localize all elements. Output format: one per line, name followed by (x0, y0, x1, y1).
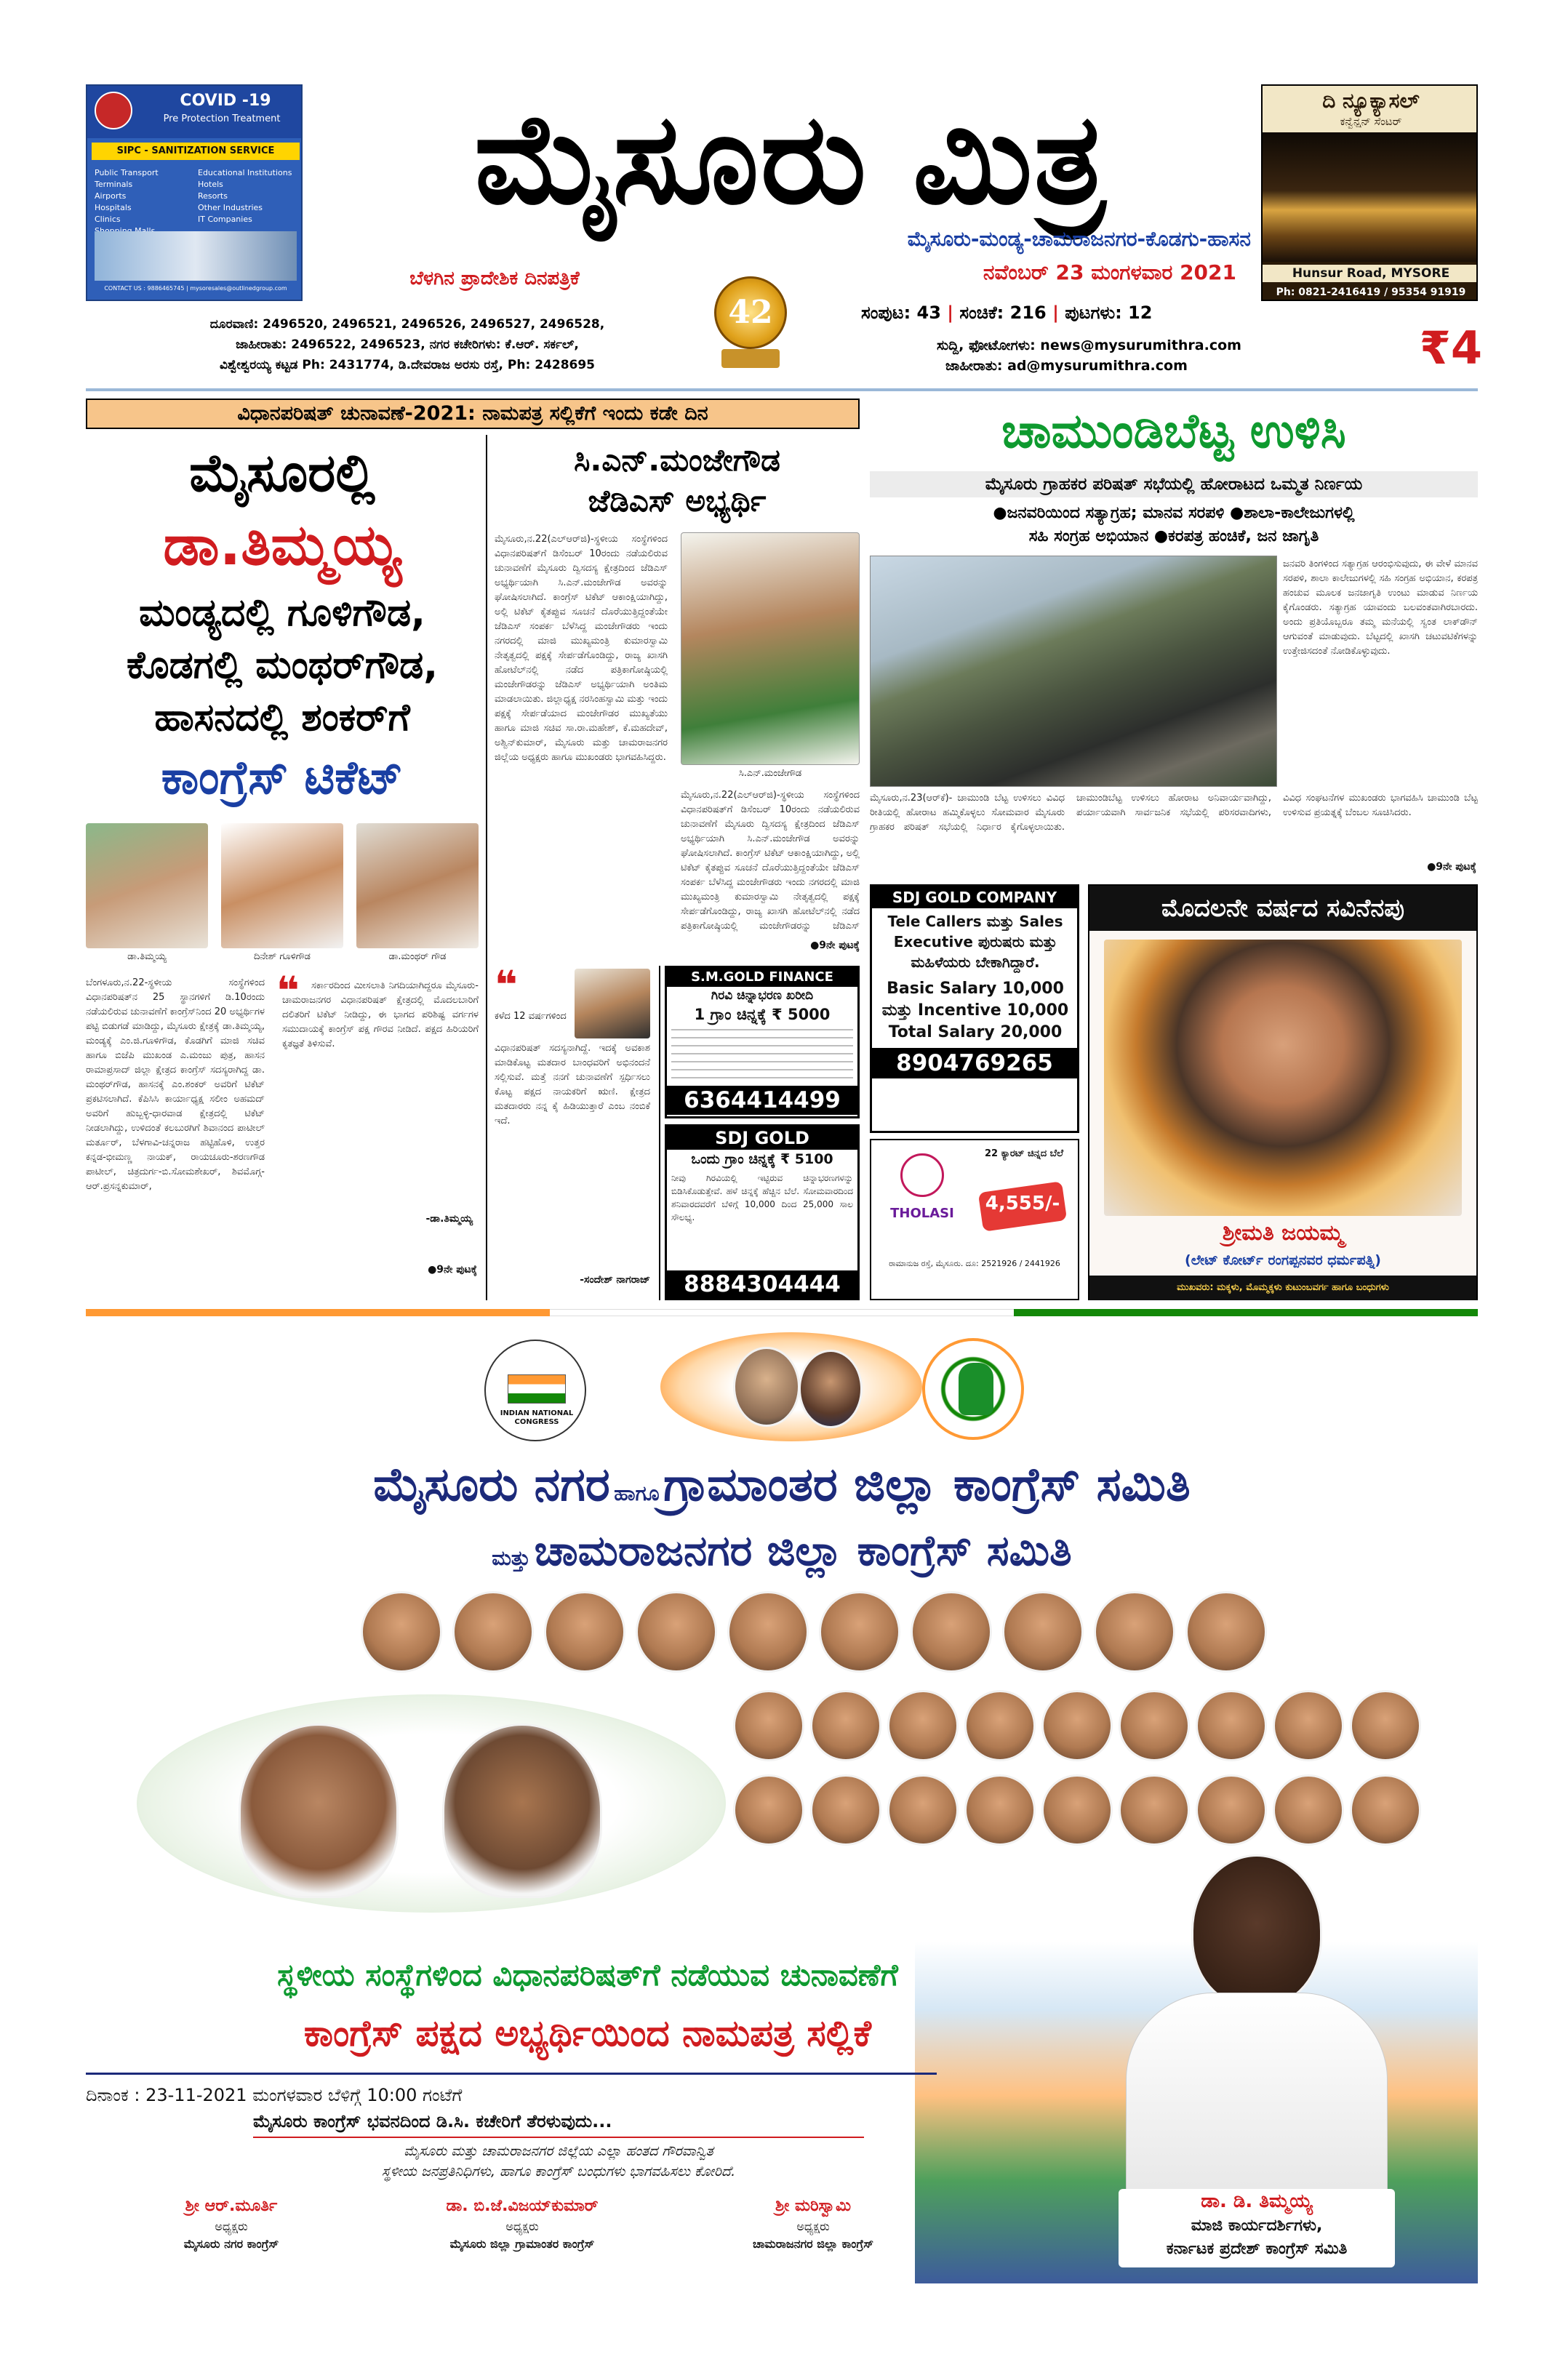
nomination-line-2: ಕಾಂಗ್ರೆಸ್ ಪಕ್ಷದ ಅಭ್ಯರ್ಥಿಯಿಂದ ನಾಮಪತ್ರ ಸಲ್ಲಿಕೆ (303, 2012, 872, 2054)
leader-face (887, 1774, 959, 1846)
candidate-photo (1111, 1854, 1402, 2196)
candidate-name: ಡಾ. ಡಿ. ತಿಮ್ಮಯ್ಯ (1201, 2190, 1313, 2212)
sdj-company-incentive: ಮತ್ತು Incentive 10,000 (881, 1001, 1069, 1020)
event-date: ದಿನಾಂಕ : 23-11-2021 ಮಂಗಳವಾರ ಬೆಳಿಗ್ಗೆ 10:00 ಗಂಟೆಗೆ (86, 2085, 463, 2105)
sdj-gold-phone: 8884304444 (667, 1270, 857, 1298)
signatory-name: ಶ್ರೀ ಆರ್.ಮೂರ್ತಿ (185, 2197, 278, 2215)
anniversary-badge (710, 262, 791, 378)
memorial-ad (1088, 884, 1478, 1300)
sipc-logo (95, 92, 132, 129)
contact-block (131, 314, 684, 375)
tholasi-address: ರಾಮಾನುಜ ರಸ್ತೆ, ಮೈಸೂರು. ದೂ: 2521926 / 2441926 (889, 1259, 1060, 1268)
tricolor-bar-white (550, 1309, 1014, 1316)
lead-body: ಬೆಂಗಳೂರು,ನ.22-ಸ್ಥಳೀಯ ಸಂಸ್ಥೆಗಳಿಂದ ವಿಧಾನಪರಿಷತ್‌ನ 25 ಸ್ಥಾನಗಳಿಗೆ ಡಿ.10ರಂದು ನಡೆಯಲಿರುವ ಚುನಾವಣೆಗೆ ಕಾಂಗ್ರೆಸ್‌ನಿಂದ 20 ಅಭ್ಯರ್ಥಿಗಳ ಪಟ್ಟಿ ಬಿಡುಗಡೆ ಮಾಡಿದ್ದು, ಮೈಸೂರು ಕ್ಷೇತ್ರಕ್ಕೆ ಡಾ.ತಿಮ್ಮಯ್ಯ, ಮಂಡ್ಯಕ್ಕೆ ಎಂ.ಜಿ.ಗೂಳಿಗೌಡ, ಕೊಡಗಿಗೆ ಮಾಜಿ ಸಚಿವ ಹಾಗೂ ಬಿಜೆಪಿ ಮುಖಂಡ ಎ.ಮಂಜು ಪುತ್ರ, ಹಾಸನ ರಾಮಾಪ್ರಸಾದ್ ಜಿಲ್ಲಾ ಕ್ಷೇತ್ರದ ಕಾಂಗ್ರೆಸ್ ಸದಸ್ಯರಾಗಿದ್ದ ಡಾ. ಮಂಥರ್‌ಗೌಡ, ಹಾಸನಕ್ಕೆ ಎಂ.ಶಂಕರ್ ಅವರಿಗೆ ಟಿಕೆಟ್ ಪ್ರಕಟಿಸಲಾಗಿದೆ. ಕೆಪಿಸಿಸಿ ಕಾರ್ಯಾಧ್ಯಕ್ಷ ಸಲೀಂ ಅಹಮದ್ ಅವರಿಗೆ ಹುಬ್ಬಳ್ಳಿ-ಧಾರವಾಡ ಕ್ಷೇತ್ರದಲ್ಲಿ ಟಿಕೆಟ್ ನೀಡಲಾಗಿದ್ದು, ಉಳಿದಂತೆ ಕಲಬುರಗಿಗೆ ಶಿವಾನಂದ ಪಾಟೀಲ್ ಮರ್ತೂರ್, ಬೆಳಗಾವಿ-ಚನ್ನರಾಜ ಹಟ್ಟಿಹೊಳಿ, ಉತ್ತರ ಕನ್ನಡ-ಭೀಮಣ್ಣ ನಾಯಕ್, ರಾಯಚೂರು-ಶರಣಗೌಡ ಪಾಟೀಲ್, ಚಿತ್ರದುರ್ಗ-ಬಿ.ಸೋಮಶೇಖರ್, ಶಿವಮೊಗ್ಗ-ಆರ್.ಪ್ರಸನ್ನಕುಮಾರ್, (86, 977, 265, 1192)
anniversary-number: 42 (728, 294, 773, 331)
signatory-role: ಅಧ್ಯಕ್ಷರು (796, 2219, 830, 2233)
masthead-date: ನವೆಂಬರ್ 23 ಮಂಗಳವಾರ 2021 (983, 260, 1236, 284)
price: ₹4 (1419, 321, 1482, 375)
leader-face (964, 1774, 1036, 1846)
sm-gold-body (671, 1029, 853, 1080)
chamundi-continued: ●9ನೇ ಪುಟಕ್ಕೆ (1427, 861, 1476, 873)
congress-title-1 (86, 1452, 1478, 1518)
leader-face (887, 1690, 959, 1761)
inc-logo (484, 1340, 586, 1441)
right-ad (1261, 84, 1478, 301)
leader-face (1041, 1774, 1113, 1846)
column-divider (486, 435, 487, 1300)
quote-mark-icon: ❝ (495, 962, 518, 1008)
leader-face (1094, 1591, 1175, 1673)
leader-face (964, 1690, 1036, 1761)
left-ad (86, 84, 303, 301)
contact-line: ಜಾಹೀರಾತು: 2496522, 2496523, ನಗರ ಕಚೇರಿಗಳು: ಕೆ.ಆರ್. ಸರ್ಕಲ್, (236, 337, 579, 352)
sdj-gold-name: SDJ GOLD (667, 1126, 857, 1150)
leader-face (819, 1591, 900, 1673)
signatory-org: ಚಾಮರಾಜನಗರ ಜಿಲ್ಲಾ ಕಾಂಗ್ರೆಸ್ (752, 2237, 874, 2251)
sdj-company-phone: 8904769265 (872, 1048, 1077, 1078)
covid-ad-photo (95, 231, 297, 281)
tholasi-offer: 22 ಕ್ಯಾರಟ್ ಚಿನ್ನದ ಬೆಲೆ (985, 1148, 1063, 1159)
candidate-head (1191, 1854, 1322, 2007)
congress-title-2 (86, 1520, 1478, 1581)
title1-a: ಮೈಸೂರು ನಗರ (373, 1458, 610, 1512)
second-body-cont (681, 788, 860, 934)
event-venue: ಮೈಸೂರು ಕಾಂಗ್ರೆಸ್ ಭವನದಿಂದ ಡಿ.ಸಿ. ಕಚೇರಿಗೆ ತೆರಳುವುದು... (253, 2111, 612, 2131)
volume: ಸಂಪುಟ: 43 (861, 303, 941, 323)
title1-c: ಗ್ರಾಮಾಂತರ ಜಿಲ್ಲಾ ಕಾಂಗ್ರೆಸ್ ಸಮಿತಿ (663, 1458, 1191, 1512)
contact-line: ವಿಶ್ವೇಶ್ವರಯ್ಯ ಕಟ್ಟಡ Ph: 2431774, ಡಿ.ದೇವರಾಜ ಅರಸು ರಸ್ತೆ, Ph: 2428695 (219, 358, 596, 372)
chamundi-subhead: ಮೈಸೂರು ಗ್ರಾಹಕರ ಪರಿಷತ್ ಸಭೆಯಲ್ಲಿ ಹೋರಾಟದ ಒಮ್ಮತ ನಿರ್ಣಯ (870, 471, 1478, 497)
leader-face (727, 1591, 809, 1673)
third-quote-by: -ಸಂದೇಶ್ ನಾಗರಾಜ್ (580, 1274, 650, 1286)
photo-thimmaiah (86, 823, 208, 948)
lead-story (86, 435, 479, 1300)
issue: ಸಂಚಿಕೆ: 216 (959, 303, 1047, 323)
caption-thimmaiah: ಡಾ.ತಿಮ್ಮಯ್ಯ (127, 951, 167, 962)
inc-flag-icon (508, 1374, 566, 1404)
candidate-role-1: ಮಾಜಿ ಕಾರ್ಯದರ್ಶಿಗಳು, (1191, 2217, 1323, 2235)
leader-face (1119, 1690, 1190, 1761)
leader-face (1041, 1690, 1113, 1761)
nomination-rule (86, 2073, 937, 2075)
candidate-body (1126, 1993, 1388, 2196)
memorial-photo (1104, 940, 1462, 1216)
signatory-name: ಶ್ರೀ ಮರಿಸ್ವಾಮಿ (775, 2197, 851, 2215)
sm-gold-finance-ad (665, 966, 860, 1118)
leader-face (1350, 1774, 1421, 1846)
sm-gold-phone: 6364414499 (667, 1086, 857, 1115)
chamundi-headline: ಚಾಮುಂಡಿಬೆಟ್ಟ ಉಳಿಸಿ (1001, 403, 1346, 459)
leaders-oval (660, 1332, 922, 1441)
leader-face (810, 1774, 881, 1846)
email-news: ಸುದ್ದಿ, ಫೋಟೋಗಳು: news@mysurumithra.com (937, 337, 1241, 353)
ambedkar-portrait (799, 1350, 863, 1428)
covid-ad-list-left: Public Transport Terminals Airports Hospitals Clinics (95, 168, 159, 224)
leader-face (1273, 1690, 1344, 1761)
volume-line: ಸಂಪುಟ: 43 | ಸಂಚಿಕೆ: 216 | ಪುಟಗಳು: 12 (861, 303, 1153, 323)
chamundi-body-bottom: ಮೈಸೂರು,ನ.23(ಆರ್‌ಕೆ)- ಚಾಮುಂಡಿ ಬೆಟ್ಟ ಉಳಿಸಲು ವಿವಿಧ ರೀತಿಯಲ್ಲಿ ಹೋರಾಟ ಹಮ್ಮಿಕೊಳ್ಳಲು ಸೋಮವಾರ ಮೈಸೂರು ಗ್ರಾಹಕರ ಪರಿಷತ್ ಸಭೆಯಲ್ಲಿ ನಿರ್ಧಾರ ಕೈಗೊಳ್ಳಲಾಯಿತು. ಚಾಮುಂಡಿಬೆಟ್ಟ ಉಳಿಸಲು ಹೋರಾಟ ಅನಿವಾರ್ಯವಾಗಿದ್ದು, ಪರ್ಯಾಯವಾಗಿ ಸಾರ್ವಜನಿಕ ಸಭೆಯಲ್ಲಿ ಪರಿಸರವಾದಿಗಳು, ವಿವಿಧ ಸಂಘಟನೆಗಳ ಮುಖಂಡರು ಭಾಗವಹಿಸಿ ಚಾಮುಂಡಿ ಬೆಟ್ಟ ಉಳಿಸುವ ಪ್ರಯತ್ನಕ್ಕೆ ಬೆಂಬಲ ಸೂಚಿಸಿದರು. (870, 793, 1478, 833)
second-body-cont-text: ಮೈಸೂರು,ನ.22(ಎಲ್‌ಆರ್‌ಜಿ)-ಸ್ಥಳೀಯ ಸಂಸ್ಥೆಗಳಿಂದ ವಿಧಾನಪರಿಷತ್‌ಗೆ ಡಿಸೆಂಬರ್ 10ರಂದು ನಡೆಯಲಿರುವ ಚುನಾವಣೆಗೆ ಮೈಸೂರು ದ್ವಿಸದಸ್ಯ ಕ್ಷೇತ್ರದಿಂದ ಜೆಡಿಎಸ್ ಅಭ್ಯರ್ಥಿಯಾಗಿ ಸಿ.ಎನ್.ಮಂಜೇಗೌಡ ಅವರನ್ನು ಘೋಷಿಸಲಾಗಿದೆ. ಕಾಂಗ್ರೆಸ್ ಟಿಕೆಟ್ ಆಕಾಂಕ್ಷಿಯಾಗಿದ್ದು, ಅಲ್ಲಿ ಟಿಕೆಟ್ ಕೈತಪ್ಪುವ ಸೂಚನೆ ದೊರೆಯುತ್ತಿದ್ದಂತೆಯೇ ಜೆಡಿಎಸ್ ಸಂಪರ್ಕ ಬೆಳೆಸಿದ್ದ ಮಂಜೇಗೌಡರು ಇಂದು ನಗರದಲ್ಲಿ ಮಾಜಿ ಮುಖ್ಯಮಂತ್ರಿ ಕುಮಾರಸ್ವಾಮಿ ನೇತೃತ್ವದಲ್ಲಿ ಪಕ್ಷಕ್ಕೆ ಸೇರ್ಪಡೆಗೊಂಡಿದ್ದು, ರಾಜ್ಯ ಖಾಸಗಿ ಹೋಟೆಲ್‌ನಲ್ಲಿ ನಡೆದ ಪತ್ರಿಕಾಗೋಷ್ಠಿಯಲ್ಲಿ ಮಂಜೇಗೌಡರನ್ನು ಜೆಡಿಎಸ್ (681, 790, 860, 932)
leader-face (1002, 1591, 1084, 1673)
covid-ad-service: SIPC - SANITIZATION SERVICE (92, 143, 300, 160)
covid-ad-list-right: Educational Institutions Hotels Resorts Other Industries IT Companies (198, 168, 292, 224)
photo-gulligowda (221, 823, 343, 948)
siddaramaiah-portrait (239, 1724, 399, 1898)
masthead (0, 0, 1568, 393)
lead-headline-line1: ಮೈಸೂರಲ್ಲಿ (189, 442, 375, 503)
sdj-company-name: SDJ GOLD COMPANY (872, 886, 1077, 908)
title2-b: ಚಾಮರಾಜನಗರ ಜಿಲ್ಲಾ ಕಾಂಗ್ರೆಸ್ ಸಮಿತಿ (534, 1526, 1072, 1575)
caption-gulligowda: ದಿನೇಶ್ ಗೂಳಿಗೌಡ (254, 951, 311, 962)
right-ad-title: ದಿ ನ್ಯೂಕ್ಯಾಸಲ್ (1322, 89, 1420, 113)
sdj-gold-line: ಒಂದು ಗ್ರಾಂ ಚಿನ್ನಕ್ಕೆ ₹ 5100 (691, 1151, 833, 1167)
email-ad: ಜಾಹೀರಾತು: ad@mysurumithra.com (945, 358, 1188, 374)
tholasi-logo-icon (900, 1153, 944, 1197)
lead-headline-line3: ಮಂಡ್ಯದಲ್ಲಿ ಗೂಳಿಗೌಡ, (139, 591, 425, 635)
sdj-company-line2: Executive ಪುರುಷರು ಮತ್ತು (893, 933, 1057, 950)
covid-ad-subtitle: Pre Protection Treatment (163, 113, 281, 124)
lead-continued: ●9ನೇ ಪುಟಕ್ಕೆ (428, 1264, 477, 1276)
sdj-company-total: Total Salary 20,000 (888, 1023, 1063, 1041)
leader-face (1273, 1774, 1344, 1846)
chamundi-road-photo (870, 556, 1277, 787)
tricolor-bar-green (1014, 1309, 1478, 1316)
lead-headline-line4: ಕೊಡಗಲ್ಲಿ ಮಂಥರ್‌ಗೌಡ, (126, 644, 439, 687)
candidate-role-2: ಕರ್ನಾಟಕ ಪ್ರದೇಶ್ ಕಾಂಗ್ರೆಸ್ ಸಮಿತಿ (1166, 2240, 1348, 2258)
leader-face (1196, 1774, 1267, 1846)
leader-face (1350, 1690, 1421, 1761)
second-headline-2: ಜೆಡಿಎಸ್ ಅಭ್ಯರ್ಥಿ (588, 483, 767, 519)
leader-face (810, 1690, 881, 1761)
sdj-gold-ad (665, 1124, 860, 1300)
masthead-tagline: ಬೆಳಗಿನ ಪ್ರಾದೇಶಿಕ ದಿನಪತ್ರಿಕೆ (409, 268, 580, 289)
leader-face (733, 1774, 804, 1846)
leader-face (452, 1591, 534, 1673)
title1-b: ಹಾಗೂ (614, 1481, 660, 1505)
leader-face (733, 1690, 804, 1761)
sdj-company-line3: ಮಹಿಳೆಯರು ಬೇಕಾಗಿದ್ದಾರೆ. (911, 953, 1040, 971)
gandhi-portrait (733, 1347, 800, 1427)
covid-ad-contact: CONTACT US : 9886465745 | mysoresales@outlinedgroup.com (104, 285, 287, 292)
tholasi-name: THOLASI (890, 1206, 954, 1221)
photo-sandesh-nagaraj (575, 969, 650, 1038)
chamundi-story (870, 399, 1478, 878)
signatory-org: ಮೈಸೂರು ಜಿಲ್ಲಾ ಗ್ರಾಮಾಂತರ ಕಾಂಗ್ರೆಸ್ (449, 2237, 595, 2251)
chamundi-body-right: ಜನವರಿ ತಿಂಗಳಿಂದ ಸತ್ಯಾಗ್ರಹ ಆರಂಭಿಸುವುದು, ಈ ವೇಳೆ ಮಾನವ ಸರಪಳಿ, ಶಾಲಾ ಕಾಲೇಜುಗಳಲ್ಲಿ ಸಹಿ ಸಂಗ್ರಹ ಅಭಿಯಾನ, ಕರಪತ್ರ ಹಂಚುವ ಮೂಲಕ ಜನಜಾಗೃತಿ ಉಂಟು ಮಾಡುವ ನಿರ್ಣಯ ಕೈಗೊಂಡರು. ಸತ್ಯಾಗ್ರಹ ಯಾವಂದು ಬಲವಂತವಾಗಿರಬಾರದು. ಅಂದು ಪ್ರತಿಯೊಬ್ಬರೂ ತಮ್ಮ ಮನೆಯಲ್ಲಿ ಸ್ವಂತ ಲಾಕ್‌ಡೌನ್ ಆಗುವಂತೆ ಮಾಡುವುದು. ಬೆಟ್ಟದಲ್ಲಿ ಖಾಸಗಿ ಚಟುವಟಿಕೆಗಳನ್ನು ಉತ್ತೇಜಿಸದಂತೆ ನೋಡಿಕೊಳ್ಳುವುದು. (1283, 559, 1478, 657)
signatory-role: ಅಧ್ಯಕ್ಷರು (215, 2219, 248, 2233)
contact-line: ದೂರವಾಣಿ: 2496520, 2496521, 2496526, 2496527, 2496528, (209, 317, 605, 332)
sm-gold-line1: ಗಿರವಿ ಚಿನ್ನಾಭರಣ ಖರೀದಿ (711, 988, 814, 1003)
right-ad-subtitle: ಕನ್ವೆನ್ಷನ್ ಸೆಂಟರ್ (1340, 115, 1402, 128)
signatory-org: ಮೈಸೂರು ನಗರ ಕಾಂಗ್ರೆಸ್ (183, 2237, 279, 2251)
lead-headline-line2: ಡಾ.ತಿಮ್ಮಯ್ಯ (163, 513, 401, 578)
nomination-line-1: ಸ್ಥಳೀಯ ಸಂಸ್ಥೆಗಳಿಂದ ವಿಧಾನಪರಿಷತ್‌ಗೆ ನಡೆಯುವ ಚುನಾವಣೆಗೆ (277, 1957, 898, 1993)
leader-face (361, 1591, 442, 1673)
leaders-row-2 (733, 1690, 1478, 1770)
sm-gold-name: S.M.GOLD FINANCE (667, 968, 857, 987)
leader-face (544, 1591, 625, 1673)
column-divider (659, 966, 660, 1300)
lead-headline-line6: ಕಾಂಗ್ರೆಸ್ ಟಿಕೆಟ್ (161, 751, 404, 805)
sdj-company-basic: Basic Salary 10,000 (887, 980, 1064, 998)
lead-quote-by: -ಡಾ.ತಿಮ್ಮಯ್ಯ (425, 1213, 473, 1225)
pages: ಪುಟಗಳು: 12 (1065, 303, 1153, 323)
banner-strip-text: ವಿಧಾನಪರಿಷತ್ ಚುನಾವಣೆ-2021: ನಾಮಪತ್ರ ಸಲ್ಲಿಕೆಗೆ ಇಂದು ಕಡೇ ದಿನ (237, 402, 708, 425)
second-continued: ●9ನೇ ಪುಟಕ್ಕೆ (810, 940, 860, 951)
second-story (495, 435, 860, 958)
masthead-title: ಮೈಸೂರು ಮಿತ್ರ (474, 84, 1107, 232)
memorial-desc: (ಲೇಟ್ ಕೋರ್ಟ್ ರಂಗಪ್ಪನವರ ಧರ್ಮಪತ್ನಿ) (1185, 1252, 1381, 1268)
photo-manthar-gowda (356, 823, 479, 948)
signatory (377, 2195, 668, 2267)
sdj-gold-body: ನೀವು ಗಿರವಿಯಲ್ಲಿ ಇಟ್ಟಿರುವ ಚಿನ್ನಾಭರಣಗಳನ್ನು ಬಿಡಿಸಿಕೊಡುತ್ತೇವೆ. ಹಳೆ ಚಿನ್ನಕ್ಕೆ ಹೆಚ್ಚಿನ ಬೆಲೆ. ಸೋಮವಾರದಿಂದ ಶನಿವಾರದವರೆಗೆ ಬೆಳಿಗ್ಗೆ 10,000 ದಿಂದ 25,000 ಸಾಲ ಸೌಲಭ್ಯ. (671, 1173, 853, 1222)
appeal-rule (253, 2137, 864, 2138)
leader-face (1185, 1591, 1267, 1673)
leader-face (636, 1591, 717, 1673)
hand-symbol-icon (922, 1338, 1024, 1440)
signatory-name: ಡಾ. ಬಿ.ಜೆ.ವಿಜಯ್‌ಕುಮಾರ್ (446, 2197, 599, 2215)
appeal-line-1: ಮೈಸೂರು ಮತ್ತು ಚಾಮರಾಜನಗರ ಜಿಲ್ಲೆಯ ಎಲ್ಲಾ ಹಂತದ ಗೌರವಾನ್ವಿತ (404, 2143, 713, 2159)
leader-face (1196, 1690, 1267, 1761)
title2-a: ಮತ್ತು (492, 1546, 530, 1570)
tricolor-bar-saffron (86, 1309, 550, 1316)
siddaramaiah-dks-photo (137, 1694, 726, 1913)
candidate-name-box (1119, 2189, 1395, 2267)
masthead-regions: ಮೈಸೂರು-ಮಂಡ್ಯ-ಚಾಮರಾಜನಗರ-ಕೊಡಗು-ಹಾಸನ (907, 227, 1251, 251)
tholasi-ad (870, 1139, 1079, 1300)
caption-manthar-gowda: ಡಾ.ಮಂಥರ್ ಗೌಡ (388, 951, 447, 962)
leader-face (911, 1591, 992, 1673)
leaders-row-1 (361, 1591, 1263, 1678)
signatory (689, 2195, 937, 2267)
leader-face (1119, 1774, 1190, 1846)
dk-shivakumar-portrait (442, 1724, 602, 1898)
right-ad-address: Hunsur Road, MYSORE (1263, 265, 1478, 282)
lead-quote: ಸರ್ಕಾರದಿಂದ ಮೀಸಲಾತಿ ನಿಗದಿಯಾಗಿದ್ದರೂ ಮೈಸೂರು-ಚಾಮರಾಜನಗರ ವಿಧಾನಪರಿಷತ್ ಕ್ಷೇತ್ರದಲ್ಲಿ ಮೊದಲಬಾರಿಗೆ ದಲಿತರಿಗೆ ಟಿಕೆಟ್ ನೀಡಿದ್ದು, ಈ ಭಾಗದ ಪರಿಶಿಷ್ಟ ವರ್ಗಗಳ ಸಮುದಾಯಕ್ಕೆ ಕಾಂಗ್ರೆಸ್ ಪಕ್ಷ ಗೌರವ ನೀಡಿದೆ. ಪಕ್ಷದ ಹಿರಿಯರಿಗೆ ಕೃತಜ್ಞತೆ ತಿಳಿಸುವೆ. (282, 980, 479, 1049)
lead-headline-line5: ಹಾಸನದಲ್ಲಿ ಶಂಕರ್‌ಗೆ (154, 696, 410, 740)
tholasi-price: 4,555/- (985, 1193, 1060, 1214)
caption-manjegowda: ಸಿ.ಎನ್.ಮಂಜೇಗೌಡ (738, 768, 802, 779)
right-ad-phone: Ph: 0821-2416419 / 95354 91919 (1263, 282, 1478, 301)
photo-manjegowda (681, 532, 860, 765)
memorial-name: ಶ್ರೀಮತಿ ಜಯಮ್ಮ (1222, 1220, 1344, 1246)
masthead-divider (86, 388, 1478, 391)
banner-strip (86, 399, 860, 429)
lead-quote-box (276, 968, 479, 1280)
covid-ad-title: COVID -19 (180, 92, 271, 110)
sm-gold-line2: 1 ಗ್ರಾಂ ಚಿನ್ನಕ್ಕೆ ₹ 5000 (694, 1006, 831, 1023)
leaders-row-3 (733, 1774, 1478, 1854)
second-body: ಮೈಸೂರು,ನ.22(ಎಲ್‌ಆರ್‌ಜಿ)-ಸ್ಥಳೀಯ ಸಂಸ್ಥೆಗಳಿಂದ ವಿಧಾನಪರಿಷತ್‌ಗೆ ಡಿಸೆಂಬರ್ 10ರಂದು ನಡೆಯಲಿರುವ ಚುನಾವಣೆಗೆ ಮೈಸೂರು ದ್ವಿಸದಸ್ಯ ಕ್ಷೇತ್ರದಿಂದ ಜೆಡಿಎಸ್ ಅಭ್ಯರ್ಥಿಯಾಗಿ ಸಿ.ಎನ್.ಮಂಜೇಗೌಡ ಅವರನ್ನು ಘೋಷಿಸಲಾಗಿದೆ. ಕಾಂಗ್ರೆಸ್ ಟಿಕೆಟ್ ಆಕಾಂಕ್ಷಿಯಾಗಿದ್ದು, ಅಲ್ಲಿ ಟಿಕೆಟ್ ಕೈತಪ್ಪುವ ಸೂಚನೆ ದೊರೆಯುತ್ತಿದ್ದಂತೆಯೇ ಜೆಡಿಎಸ್ ಸಂಪರ್ಕ ಬೆಳೆಸಿದ್ದ ಮಂಜೇಗೌಡರು ಇಂದು ನಗರದಲ್ಲಿ ಮಾಜಿ ಮುಖ್ಯಮಂತ್ರಿ ಕುಮಾರಸ್ವಾಮಿ ನೇತೃತ್ವದಲ್ಲಿ ಪಕ್ಷಕ್ಕೆ ಸೇರ್ಪಡೆಗೊಂಡಿದ್ದು, ರಾಜ್ಯ ಖಾಸಗಿ ಹೋಟೆಲ್‌ನಲ್ಲಿ ನಡೆದ ಪತ್ರಿಕಾಗೋಷ್ಠಿಯಲ್ಲಿ ಮಂಜೇಗೌಡರನ್ನು ಜೆಡಿಎಸ್ ಅಭ್ಯರ್ಥಿಯಾಗಿ ಅಂತಿಮ ಮಾಡಲಾಯಿತು. ಜಿಲ್ಲಾಧ್ಯಕ್ಷ ನರಸಿಂಹಸ್ವಾಮಿ ಮತ್ತು ಇಂದು ಪಕ್ಷಕ್ಕೆ ಸೇರ್ಪಡೆಯಾದ ಮಂಜೇಗೌಡರ ಮುಖ್ಯತೆಯು ಹಾಗೂ ಮಾಜಿ ಸಚಿವ ಸಾ.ರಾ.ಮಹೇಶ್, ಕೆ.ಮಹದೇವ್, ಅಶ್ವಿನ್‌ಕುಮಾರ್, ಮೈಸೂರು ಮತ್ತು ಚಾಮರಾಜನಗರ ಜಿಲ್ಲೆಯ ಅಧ್ಯಕ್ಷರು ಹಾಗೂ ಮುಖಂಡರು ಭಾಗವಹಿಸಿದ್ದರು. (495, 534, 668, 763)
chamundi-bullets-1: ●ಜನವರಿಯಿಂದ ಸತ್ಯಾಗ್ರಹ; ಮಾನವ ಸರಪಳಿ ●ಶಾಲಾ-ಕಾಲೇಜುಗಳಲ್ಲಿ (993, 504, 1355, 522)
chamundi-bullets-2: ಸಹಿ ಸಂಗ್ರಹ ಅಭಿಯಾನ ●ಕರಪತ್ರ ಹಂಚಿಕೆ, ಜನ ಜಾಗೃತಿ (1028, 527, 1319, 545)
quote-mark-icon: ❝ (276, 968, 300, 1014)
sdj-company-ad (870, 884, 1079, 1133)
third-story (495, 962, 655, 1300)
convention-center-photo (1263, 132, 1478, 262)
signatory (115, 2195, 348, 2267)
sdj-company-line1: Tele Callers ಮತ್ತು Sales (887, 913, 1063, 930)
memorial-title: ಮೊದಲನೇ ವರ್ಷದ ಸವಿನೆನಪು (1089, 886, 1476, 931)
second-headline-1: ಸಿ.ಎನ್.ಮಂಜೇಗೌಡ (574, 442, 780, 478)
third-body: ವಿಧಾನಪರಿಷತ್ ಸದಸ್ಯನಾಗಿದ್ದೆ. ಇದಕ್ಕೆ ಅವಕಾಶ ಮಾಡಿಕೊಟ್ಟ ಮತದಾರ ಬಾಂಧವರಿಗೆ ಅಭಿನಂದನೆ ಸಲ್ಲಿಸುವೆ. ಮತ್ತೆ ನನಗೆ ಚುನಾವಣೆಗೆ ಸ್ಪರ್ಧಿಸಲು ಕೊಟ್ಟ ಪಕ್ಷದ ನಾಯಕರಿಗೆ ಋಣಿ. ಕ್ಷೇತ್ರದ ಮತದಾರರು ನನ್ನ ಕೈ ಹಿಡಿಯುತ್ತಾರೆ ಎಂಬ ನಂಬಿಕೆ ಇದೆ. (495, 1043, 650, 1126)
memorial-footer: ಮುಖವರು: ಮಕ್ಕಳು, ಮೊಮ್ಮಕ್ಕಳು ಕುಟುಂಬವರ್ಗ ಹಾಗೂ ಬಂಧುಗಳು (1089, 1276, 1476, 1300)
appeal-line-2: ಸ್ಥಳೀಯ ಜನಪ್ರತಿನಿಧಿಗಳು, ಹಾಗೂ ಕಾಂಗ್ರೆಸ್ ಬಂಧುಗಳು ಭಾಗವಹಿಸಲು ಕೋರಿದೆ. (381, 2163, 736, 2179)
congress-ad (86, 1309, 1478, 2276)
inc-logo-text: INDIAN NATIONAL CONGRESS (500, 1409, 574, 1426)
third-name-label: ಕಳೆದ 12 ವರ್ಷಗಳಿಂದ (495, 1011, 567, 1022)
signatory-role: ಅಧ್ಯಕ್ಷರು (505, 2219, 539, 2233)
